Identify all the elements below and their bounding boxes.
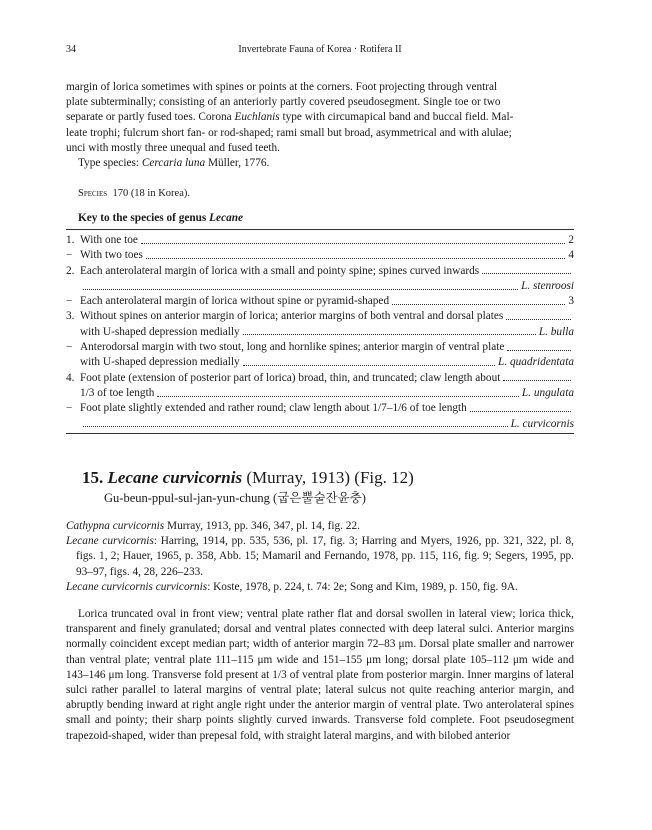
key-leader-dots <box>506 318 571 320</box>
key-couplet-number: 3. <box>66 310 75 323</box>
key-leader-dots <box>157 395 519 397</box>
key-result: L. curvicornis <box>510 417 574 430</box>
synonymy-entry: Lecane curvicornis curvicornis: Koste, 1978, p. 224, t. 74: 2e; Song and Kim, 1989, p. 150, fig. 9A. <box>66 580 518 593</box>
key-leader-dots <box>243 333 536 335</box>
key-row <box>66 401 574 416</box>
page-number: 34 <box>66 44 76 55</box>
key-bottom-rule <box>66 433 574 434</box>
key-result: L. stenroosi <box>521 279 574 292</box>
intro-line: separate or partly fused toes. Corona Euchlanis type with circumapical band and buccal field. Mal- <box>66 111 514 124</box>
synonymy-entry: Cathypna curvicornis Murray, 1913, pp. 346, 347, pl. 14, fig. 22. <box>66 520 360 532</box>
species-count <box>66 186 574 201</box>
key-statement: with U-shaped depression medially <box>80 356 240 369</box>
key-row <box>66 325 574 340</box>
key-row <box>66 417 574 432</box>
key-row <box>66 248 574 263</box>
key-row <box>66 309 574 324</box>
korean-name: Gu-beun-ppul-sul-jan-yun-chung (굽은뿔술잔윤충) <box>104 491 366 505</box>
key-result: L. ungulata <box>521 386 574 399</box>
key-leader-dots <box>83 288 518 290</box>
key-couplet-number: − <box>66 295 73 308</box>
key-result: L. quadridentata <box>498 356 574 369</box>
species-number: 15. <box>82 468 104 487</box>
key-result: 2 <box>568 234 574 246</box>
running-title: Invertebrate Fauna of Korea · Rotifera II <box>238 44 402 55</box>
key-leader-dots <box>482 272 571 274</box>
key-row <box>66 294 574 309</box>
type-species: Type species: Cercaria luna Müller, 1776. <box>78 157 270 170</box>
synonymy-entry: Lecane curvicornis: Harring, 1914, pp. 535, 536, pl. 17, fig. 3; Harring and Myers, 1926, pp. 321, 322, pl. 8, figs. 1, 2; Hauer, 1965, p. 358, Abb. 15; Mamaril and Fernando, 1978, pp. 115, 116, fig. 9; Segers, 1995, pp. 93–97, figs. 4, 28, 226–233. <box>66 535 574 578</box>
key-statement: Each anterolateral margin of lorica with a small and pointy spine; spines curved inwards <box>80 264 480 277</box>
intro-line: margin of lorica sometimes with spines or points at the corners. Foot projecting through ventral <box>66 81 498 93</box>
key-leader-dots <box>83 425 508 427</box>
key-couplet-number: − <box>66 249 73 262</box>
key-statement: 1/3 of toe length <box>80 386 155 399</box>
key-couplet-number: − <box>66 341 73 354</box>
key-row <box>66 264 574 279</box>
key-row <box>66 355 574 370</box>
key-result: 3 <box>568 295 574 308</box>
key-leader-dots <box>392 303 565 305</box>
species-description <box>66 607 574 744</box>
key-leader-dots <box>470 410 571 412</box>
genus-description <box>66 80 574 171</box>
key-statement: Foot plate slightly extended and rather round; claw length about 1/7–1/6 of toe length <box>80 402 467 415</box>
key-leader-dots <box>141 242 565 244</box>
key-leader-dots <box>507 349 571 351</box>
key-row <box>66 279 574 294</box>
key-statement: Each anterolateral margin of lorica without spine or pyramid-shaped <box>80 295 390 308</box>
key-couplet-number: 1. <box>66 234 75 246</box>
running-header <box>66 44 574 58</box>
key-statement: with U-shaped depression medially <box>80 325 240 338</box>
key-result: 4 <box>568 249 574 262</box>
key-row <box>66 386 574 401</box>
key-heading: Key to the species of genus Lecane <box>78 212 244 224</box>
species-author: (Murray, 1913) (Fig. 12) <box>242 468 414 487</box>
key-couplet-number: − <box>66 402 73 415</box>
key-couplet-number: 4. <box>66 371 75 384</box>
key-leader-dots <box>243 364 495 366</box>
species-name: Lecane curvicornis <box>107 468 243 487</box>
key-result: L. bulla <box>538 325 574 338</box>
synonymy-list <box>66 519 574 595</box>
description-text: Lorica truncated oval in front view; ventral plate rather flat and dorsal swollen in lateral view; lorica thick, transparent and finely granulated; dorsal and ventral plates connected with deep lateral sulci. Anterior margins normally coincident except median part; width of anterior margin 72–83 μm. Dorsal plate smaller and narrower than ventral plate; ventral plate 111–115 μm wide and 151–155 μm long; dorsal plate 105–112 μm wide and 143–146 μm long. Transverse fold present at 1/3 of ventral plate from posterior margin. Inner margins of lateral sulci rather parallel to lateral margins of ventral plate; lateral sulcus not quite reaching anterior margin, and abruptly bending inward at right angle right under the anterior margin of ventral plate. Two anterolateral spines small and pointy; their sharp points slightly curved inwards. Transverse fold complete. Foot pseudosegment trapezoid-shaped, wider than prepesal fold, with straight lateral margins, and with bilobed anterior <box>66 608 574 742</box>
key-statement: Foot plate (extension of posterior part of lorica) broad, thin, and truncated; claw length about <box>80 371 501 384</box>
key-top-rule <box>66 229 574 230</box>
species-count-value: 170 (18 in Korea). <box>112 188 190 199</box>
key-row <box>66 371 574 386</box>
intro-line: plate subterminally; consisting of an anteriorly partly covered pseudosegment. Single toe or two <box>66 96 501 109</box>
species-heading <box>82 468 414 488</box>
key-row <box>66 340 574 355</box>
intro-line: leate trophi; fulcrum short fan- or rod-shaped; rami small but broad, asymmetrical and with alulae; <box>66 126 512 139</box>
key-statement: With two toes <box>80 249 143 262</box>
species-count-label: Species <box>78 188 108 199</box>
identification-key <box>66 233 574 432</box>
key-row <box>66 233 574 248</box>
key-statement: Without spines on anterior margin of lorica; anterior margins of both ventral and dorsal plates <box>80 310 504 323</box>
key-statement: Anterodorsal margin with two stout, long and hornlike spines; anterior margin of ventral plate <box>80 341 505 354</box>
key-leader-dots <box>146 257 565 259</box>
key-statement: With one toe <box>80 234 138 246</box>
key-leader-dots <box>503 379 571 381</box>
key-couplet-number: 2. <box>66 264 75 277</box>
intro-line: unci with mostly three unequal and fused teeth. <box>66 141 280 154</box>
